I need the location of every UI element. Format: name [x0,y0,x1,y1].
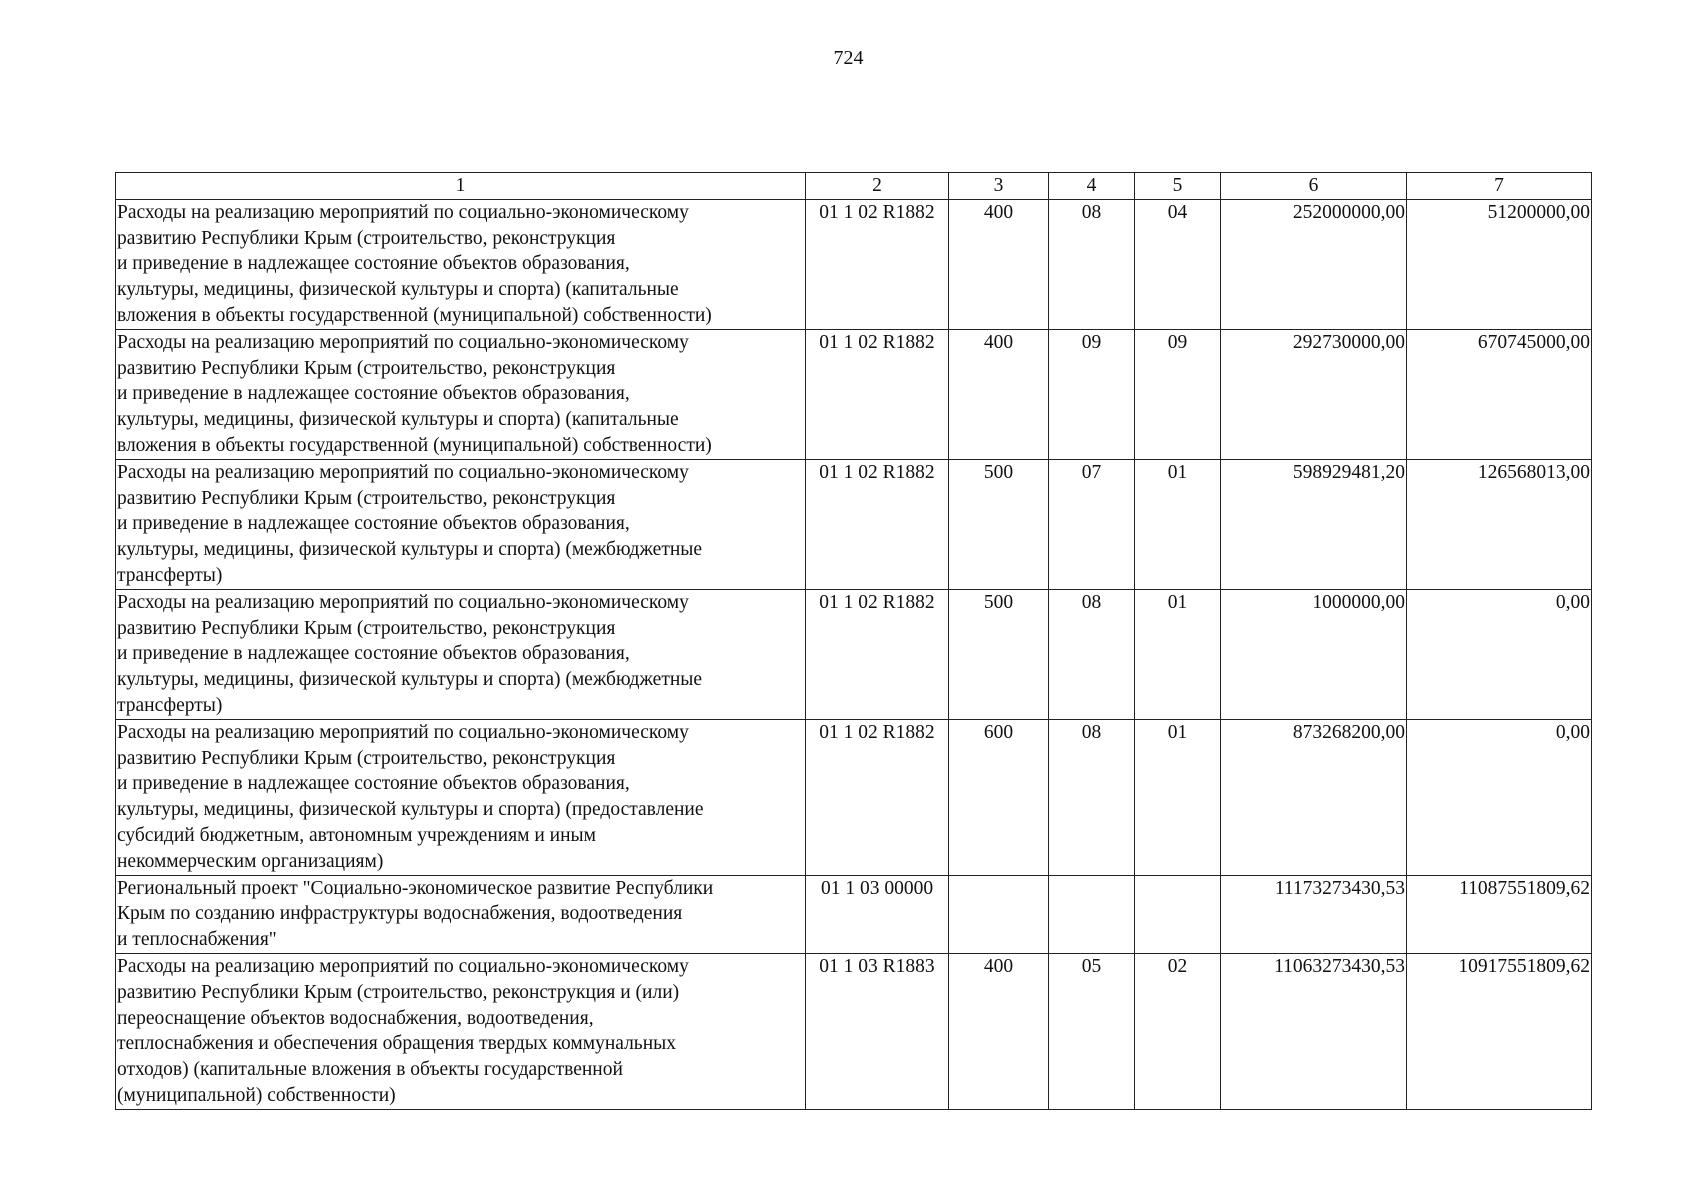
description-line: развитию Республики Крым (строительство, реконструкция [117,617,616,639]
description-line: и теплоснабжения" [117,929,277,951]
column-header-2: 2 [806,173,949,200]
subsection-code: 01 [1135,459,1221,589]
description-line: Расходы на реализацию мероприятий по социально-экономическому [117,955,689,977]
row-description [116,719,806,875]
description-line: развитию Республики Крым (строительство, реконструкция [117,227,616,249]
description-line: культуры, медицины, физической культуры и спорта) (межбюджетные [117,539,703,561]
section-code: 08 [1049,199,1135,329]
description-line: Расходы на реализацию мероприятий по социально-экономическому [117,331,689,353]
classification-code: 01 1 02 R1882 [806,329,949,459]
amount-year-1: 292730000,00 [1221,329,1407,459]
amount-year-1: 873268200,00 [1221,719,1407,875]
column-header-4: 4 [1049,173,1135,200]
column-header-3: 3 [949,173,1049,200]
description-line: переоснащение объектов водоснабжения, водоотведения, [117,1007,594,1029]
description-line: развитию Республики Крым (строительство, реконструкция [117,487,616,509]
description-line: культуры, медицины, физической культуры и спорта) (межбюджетные [117,669,703,691]
amount-year-1: 598929481,20 [1221,459,1407,589]
budget-table [115,172,1592,1110]
description-line: отходов) (капитальные вложения в объекты государственной [117,1059,623,1081]
description-line: Расходы на реализацию мероприятий по социально-экономическому [117,461,689,483]
description-line: (муниципальной) собственности) [117,1084,396,1106]
description-line: развитию Республики Крым (строительство, реконструкция и (или) [117,981,680,1003]
classification-code: 01 1 02 R1882 [806,719,949,875]
description-line: и приведение в надлежащее состояние объектов образования, [117,643,630,665]
column-header-1: 1 [116,173,806,200]
description-line: трансферты) [117,564,223,586]
classification-code: 01 1 02 R1882 [806,459,949,589]
row-description [116,589,806,719]
classification-code: 01 1 03 00000 [806,875,949,953]
description-line: Расходы на реализацию мероприятий по социально-экономическому [117,591,689,613]
description-line: и приведение в надлежащее состояние объектов образования, [117,773,630,795]
description-line: Расходы на реализацию мероприятий по социально-экономическому [117,201,689,223]
description-line: некоммерческим организациям) [117,850,384,872]
description-line: вложения в объекты государственной (муниципальной) собственности) [117,304,712,326]
subsection-code: 04 [1135,199,1221,329]
subsection-code: 01 [1135,589,1221,719]
description-line: Крым по созданию инфраструктуры водоснабжения, водоотведения [117,903,683,925]
amount-year-2: 0,00 [1407,719,1592,875]
description-line: Региональный проект "Социально-экономическое развитие Республики [117,877,714,899]
amount-year-1: 1000000,00 [1221,589,1407,719]
expense-type-code: 400 [949,199,1049,329]
row-description [116,459,806,589]
description-line: Расходы на реализацию мероприятий по социально-экономическому [117,721,689,743]
section-code [1049,875,1135,953]
description-line: и приведение в надлежащее состояние объектов образования, [117,383,630,405]
description-line: развитию Республики Крым (строительство, реконструкция [117,357,616,379]
column-header-6: 6 [1221,173,1407,200]
classification-code: 01 1 02 R1882 [806,589,949,719]
description-line: и приведение в надлежащее состояние объектов образования, [117,253,630,275]
description-line: культуры, медицины, физической культуры и спорта) (предоставление [117,799,704,821]
row-description [116,953,806,1109]
description-line: и приведение в надлежащее состояние объектов образования, [117,513,630,535]
table-row [116,199,1592,329]
description-line: культуры, медицины, физической культуры и спорта) (капитальные [117,409,679,431]
description-line: теплоснабжения и обеспечения обращения твердых коммунальных [117,1033,676,1055]
section-code: 08 [1049,719,1135,875]
amount-year-1: 252000000,00 [1221,199,1407,329]
amount-year-2: 126568013,00 [1407,459,1592,589]
row-description [116,199,806,329]
classification-code: 01 1 02 R1882 [806,199,949,329]
description-line: культуры, медицины, физической культуры и спорта) (капитальные [117,279,679,301]
column-header-5: 5 [1135,173,1221,200]
row-description [116,329,806,459]
header-row [116,173,1592,200]
expense-type-code [949,875,1049,953]
section-code: 09 [1049,329,1135,459]
amount-year-2: 670745000,00 [1407,329,1592,459]
table-row [116,719,1592,875]
table-row [116,589,1592,719]
subsection-code: 09 [1135,329,1221,459]
expense-type-code: 400 [949,953,1049,1109]
expense-type-code: 500 [949,589,1049,719]
amount-year-2: 11087551809,62 [1407,875,1592,953]
section-code: 05 [1049,953,1135,1109]
subsection-code: 02 [1135,953,1221,1109]
description-line: развитию Республики Крым (строительство, реконструкция [117,747,616,769]
table-body [116,199,1592,1109]
column-header-7: 7 [1407,173,1592,200]
row-description [116,875,806,953]
table-row [116,953,1592,1109]
section-code: 08 [1049,589,1135,719]
subsection-code [1135,875,1221,953]
classification-code: 01 1 03 R1883 [806,953,949,1109]
expense-type-code: 500 [949,459,1049,589]
expense-type-code: 400 [949,329,1049,459]
description-line: трансферты) [117,694,223,716]
table-row [116,329,1592,459]
table-row [116,459,1592,589]
description-line: субсидий бюджетным, автономным учреждениям и иным [117,824,596,846]
page-number: 724 [833,47,864,69]
amount-year-2: 51200000,00 [1407,199,1592,329]
amount-year-2: 0,00 [1407,589,1592,719]
section-code: 07 [1049,459,1135,589]
amount-year-2: 10917551809,62 [1407,953,1592,1109]
subsection-code: 01 [1135,719,1221,875]
amount-year-1: 11063273430,53 [1221,953,1407,1109]
expense-type-code: 600 [949,719,1049,875]
description-line: вложения в объекты государственной (муниципальной) собственности) [117,434,712,456]
table-row [116,875,1592,953]
amount-year-1: 11173273430,53 [1221,875,1407,953]
